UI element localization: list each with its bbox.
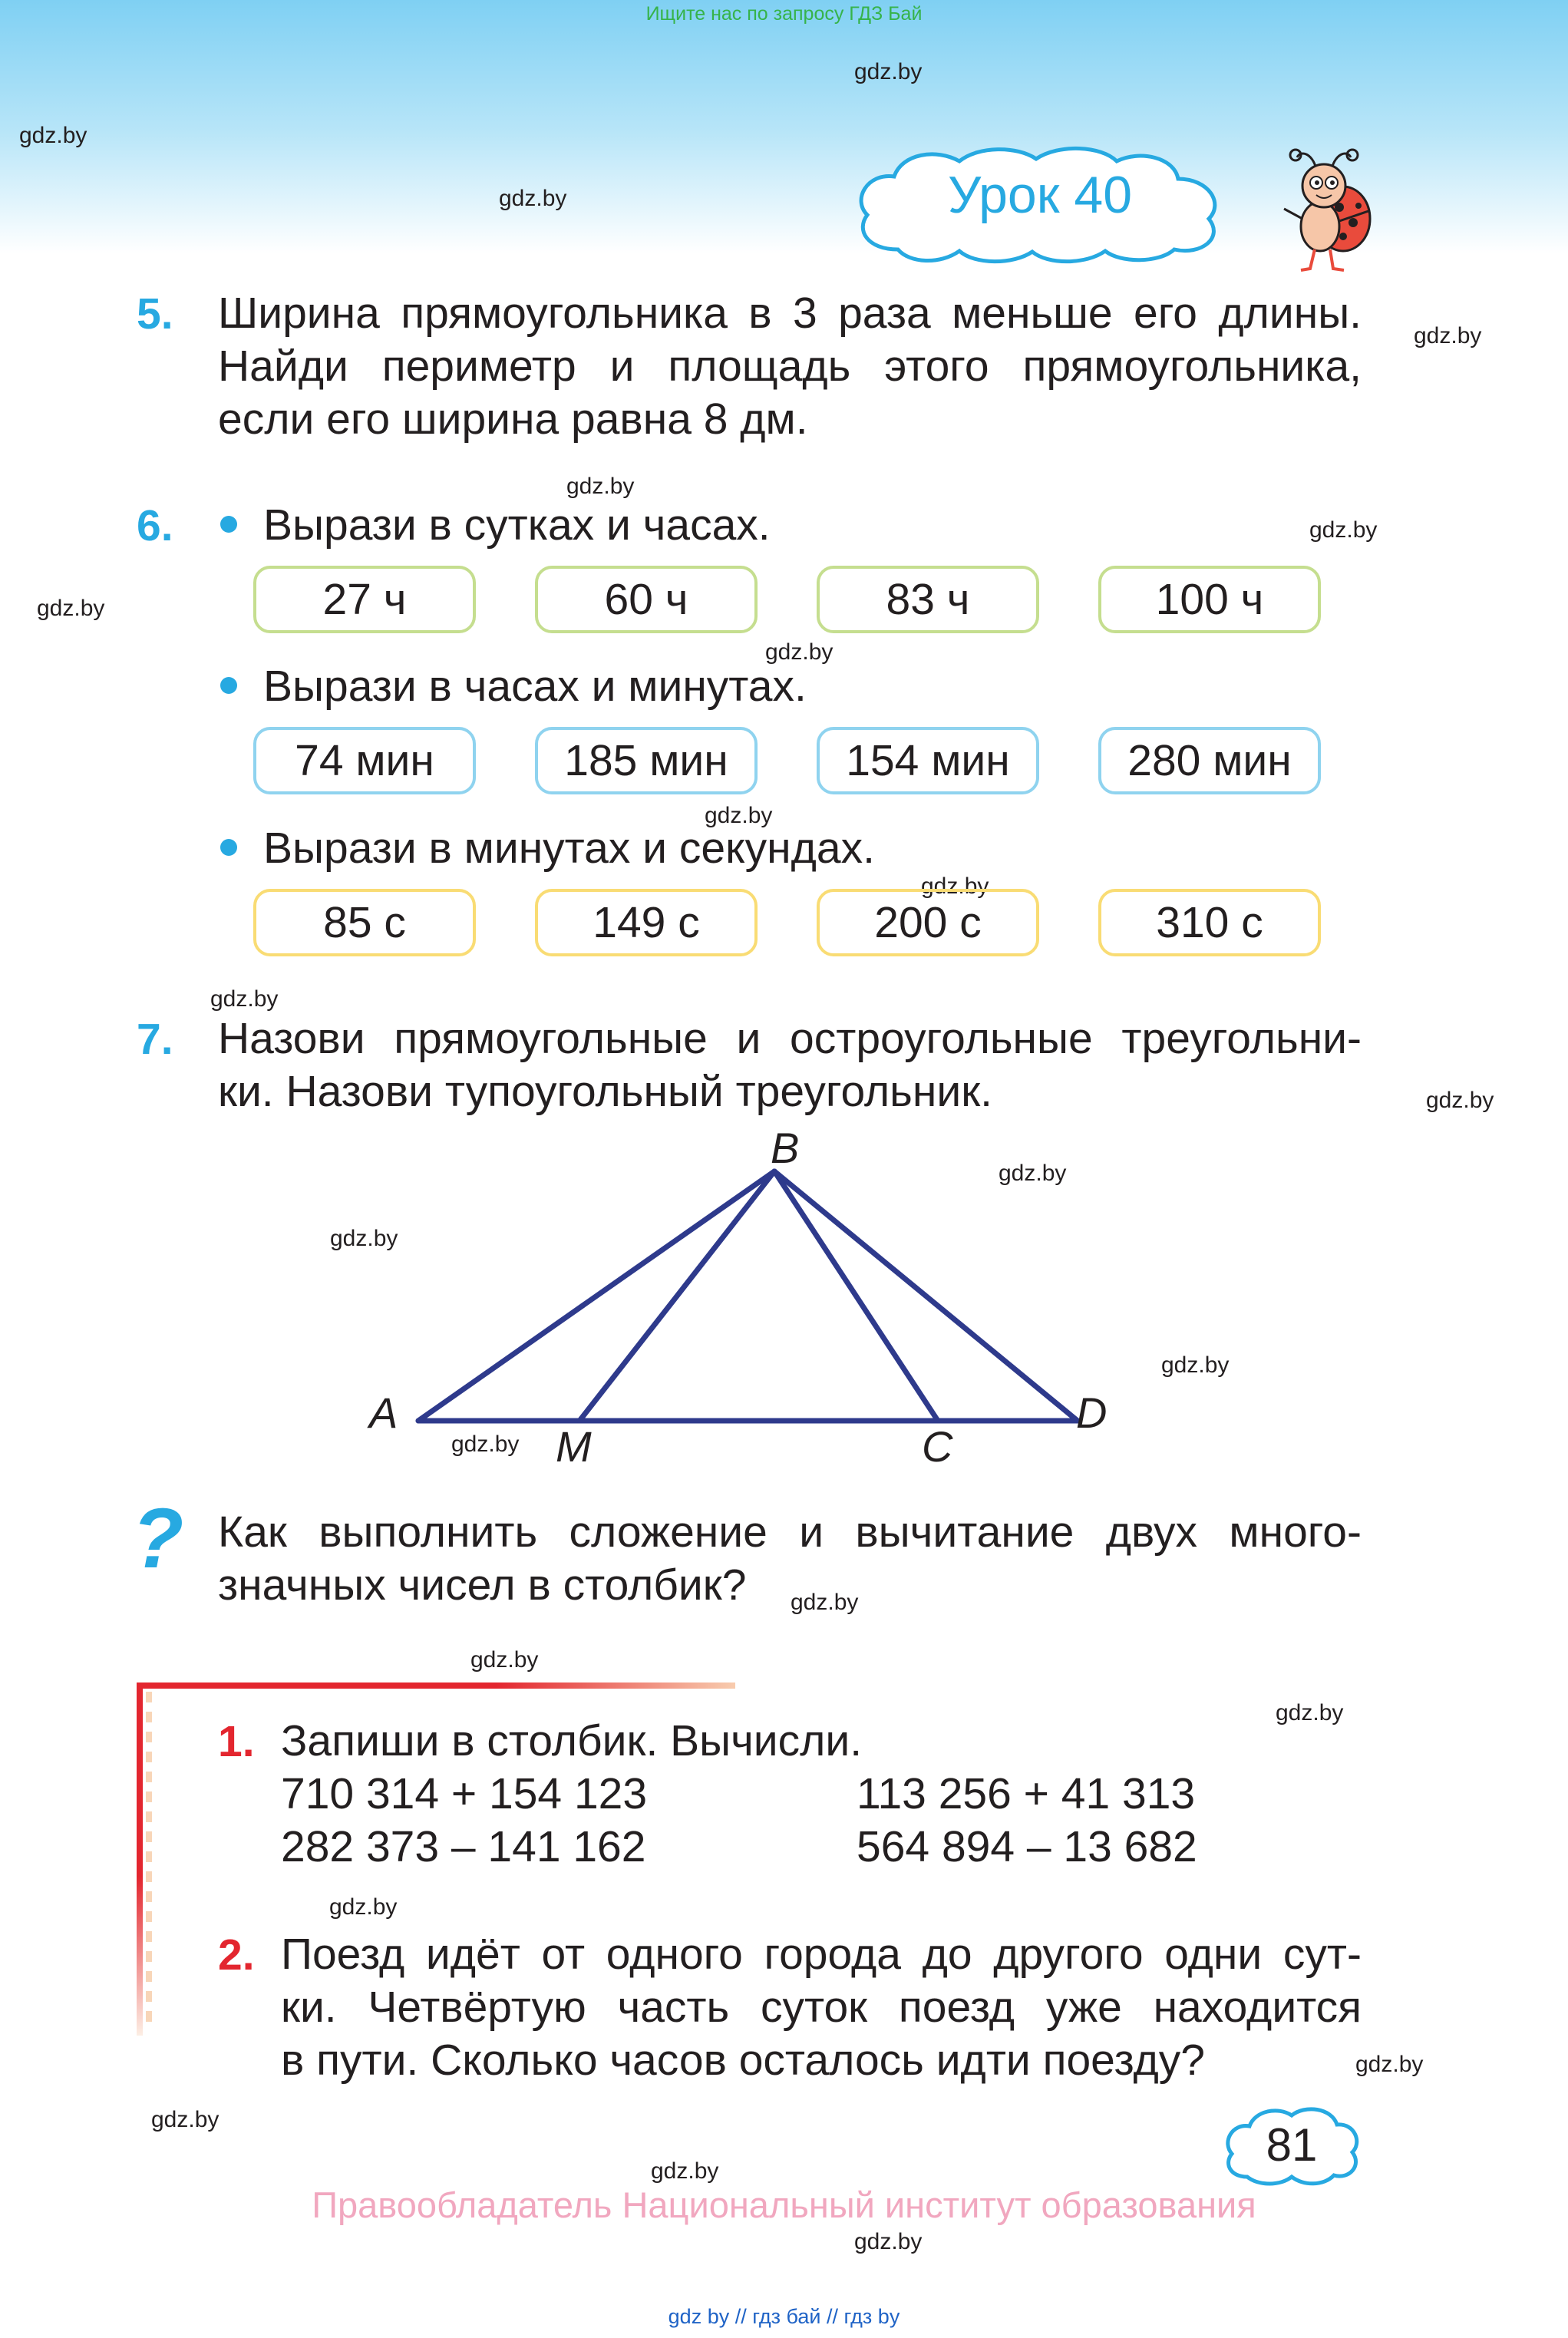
task-5-line-1: Ширина прямоугольника в 3 раза меньше его длины. bbox=[218, 289, 1362, 338]
answer-box: 83 ч bbox=[817, 566, 1039, 633]
expression: 564 894 – 13 682 bbox=[857, 1822, 1197, 1871]
bullet bbox=[220, 516, 237, 533]
segment-bd bbox=[774, 1171, 1078, 1421]
answer-box: 280 мин bbox=[1098, 727, 1321, 794]
question-line-2: значных чисел в столбик? bbox=[218, 1560, 747, 1610]
watermark: gdz.by bbox=[330, 1226, 398, 1251]
watermark: gdz.by bbox=[37, 596, 105, 621]
expression: 282 373 – 141 162 bbox=[281, 1822, 646, 1871]
task-7-line-2: ки. Назови тупоугольный треугольник. bbox=[218, 1067, 992, 1116]
watermark: gdz.by bbox=[1355, 2052, 1424, 2077]
footer-separator: // bbox=[734, 2305, 747, 2328]
homework-task-2-line-3: в пути. Сколько часов осталось идти поезду? bbox=[281, 2036, 1205, 2085]
label-c: C bbox=[922, 1422, 953, 1471]
ladybug-icon bbox=[1270, 138, 1378, 276]
answer-box: 154 мин bbox=[817, 727, 1039, 794]
homework-task-1-title: Запиши в столбик. Вычисли. bbox=[281, 1716, 863, 1765]
watermark: gdz.by bbox=[1161, 1352, 1230, 1378]
lesson-title: Урок 40 bbox=[947, 166, 1133, 224]
answer-box: 60 ч bbox=[535, 566, 758, 633]
task-5-number: 5. bbox=[137, 289, 173, 338]
label-m: M bbox=[556, 1422, 592, 1471]
watermark: gdz.by bbox=[1309, 517, 1378, 543]
segment-bc bbox=[774, 1171, 938, 1421]
homework-frame-left bbox=[137, 1683, 143, 2036]
watermark: gdz.by bbox=[210, 986, 279, 1012]
watermark: gdz.by bbox=[705, 803, 773, 828]
homework-task-2-line-1: Поезд идёт от одного города до другого одни сут- bbox=[281, 1930, 1362, 1979]
task-7-line-1: Назови прямоугольные и остроугольные треугольни- bbox=[218, 1014, 1362, 1063]
footer-separator: // bbox=[827, 2305, 839, 2328]
task-6-number: 6. bbox=[137, 501, 173, 550]
question-icon: ? bbox=[132, 1491, 184, 1586]
task-5-line-2: Найди периметр и площадь этого прямоугольника, bbox=[218, 342, 1362, 391]
watermark: gdz.by bbox=[999, 1161, 1067, 1186]
task-6-prompt-2: Вырази в часах и минутах. bbox=[263, 662, 807, 711]
watermark: gdz.by bbox=[19, 123, 87, 148]
watermark: gdz.by bbox=[921, 873, 989, 899]
footer-link-gdz-bai[interactable]: гдз бай bbox=[752, 2305, 821, 2328]
label-b: B bbox=[771, 1124, 800, 1172]
watermark: gdz.by bbox=[854, 59, 923, 84]
answer-box: 27 ч bbox=[253, 566, 476, 633]
answer-box: 74 мин bbox=[253, 727, 476, 794]
answer-box: 185 мин bbox=[535, 727, 758, 794]
homework-task-2-number: 2. bbox=[218, 1930, 255, 1980]
footer-link-gdz-by-cyr[interactable]: гдз by bbox=[843, 2305, 900, 2328]
page-number: 81 bbox=[1266, 2119, 1318, 2171]
footer-links bbox=[0, 2305, 1568, 2329]
segment-ab bbox=[418, 1171, 774, 1421]
watermark: gdz.by bbox=[651, 2158, 719, 2184]
homework-task-1-number: 1. bbox=[218, 1717, 255, 1766]
watermark: gdz.by bbox=[470, 1647, 539, 1673]
answer-box: 200 с bbox=[817, 889, 1039, 956]
expression: 113 256 + 41 313 bbox=[857, 1769, 1196, 1818]
label-a: A bbox=[369, 1389, 398, 1437]
watermark: gdz.by bbox=[765, 639, 834, 665]
watermark: gdz.by bbox=[1276, 1700, 1344, 1725]
task-6-prompt-3: Вырази в минутах и секундах. bbox=[263, 824, 875, 873]
task-6-prompt-1: Вырази в сутках и часах. bbox=[263, 500, 771, 550]
homework-frame-top bbox=[137, 1683, 735, 1689]
homework-frame-dashes bbox=[146, 1692, 152, 2029]
answer-box: 85 с bbox=[253, 889, 476, 956]
top-banner[interactable]: Ищите нас по запросу ГДЗ Бай bbox=[645, 3, 923, 25]
watermark: gdz.by bbox=[791, 1590, 859, 1615]
question-line-1: Как выполнить сложение и вычитание двух много- bbox=[218, 1507, 1362, 1557]
expression: 710 314 + 154 123 bbox=[281, 1769, 648, 1818]
watermark: gdz.by bbox=[451, 1432, 520, 1457]
answer-box: 100 ч bbox=[1098, 566, 1321, 633]
segment-bm bbox=[579, 1171, 774, 1421]
answer-box: 149 с bbox=[535, 889, 758, 956]
watermark: gdz.by bbox=[1414, 323, 1482, 348]
task-5-line-3: если его ширина равна 8 дм. bbox=[218, 395, 808, 444]
watermark: gdz.by bbox=[566, 474, 635, 499]
watermark: gdz.by bbox=[854, 2229, 923, 2254]
watermark: gdz.by bbox=[329, 1894, 398, 1920]
answer-box: 310 с bbox=[1098, 889, 1321, 956]
task-7-number: 7. bbox=[137, 1015, 173, 1064]
bullet bbox=[220, 677, 237, 694]
copyright-line: Правообладатель Национальный институт образования bbox=[312, 2184, 1256, 2225]
label-d: D bbox=[1076, 1389, 1108, 1437]
footer-link-gdz-by[interactable]: gdz by bbox=[668, 2305, 730, 2328]
watermark: gdz.by bbox=[1426, 1088, 1494, 1113]
watermark: gdz.by bbox=[499, 186, 567, 211]
bullet bbox=[220, 839, 237, 856]
watermark: gdz.by bbox=[151, 2107, 220, 2132]
homework-task-2-line-2: ки. Четвёртую часть суток поезд уже находится bbox=[281, 1983, 1362, 2032]
